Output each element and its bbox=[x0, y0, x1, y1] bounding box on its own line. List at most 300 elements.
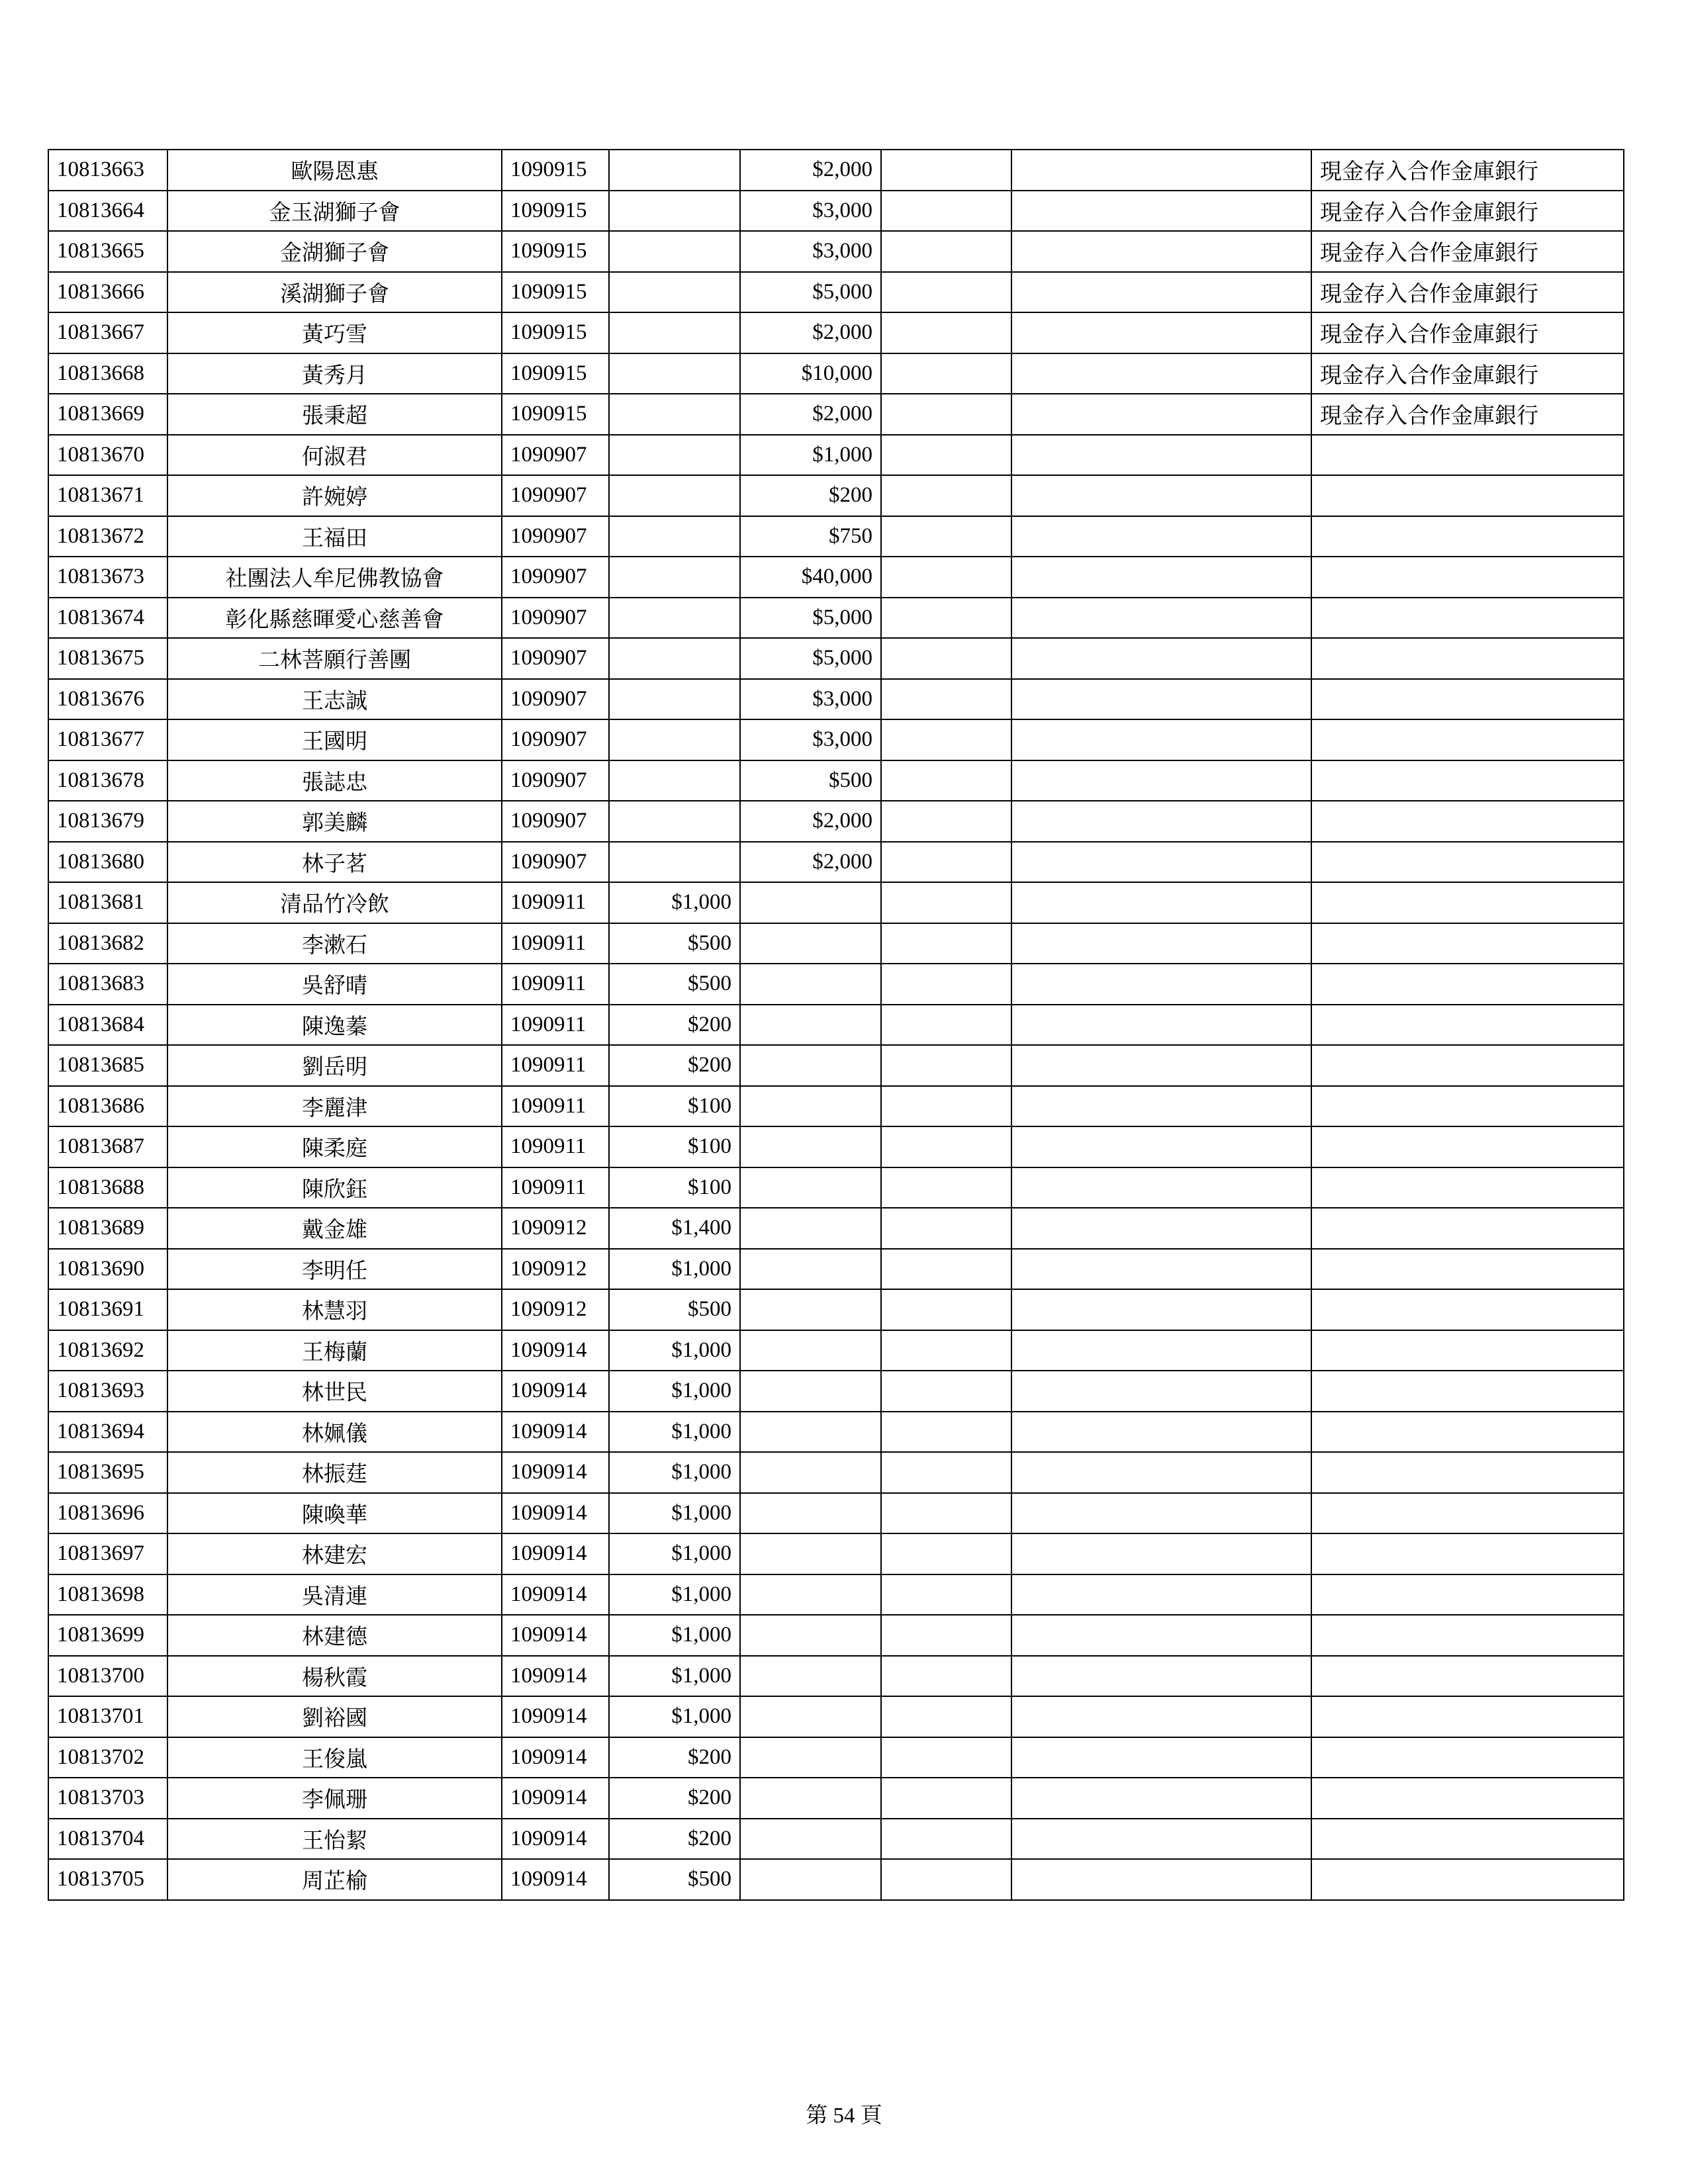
empty-cell bbox=[1011, 150, 1311, 191]
amount-cell: $2,000 bbox=[740, 801, 881, 842]
amount-cell bbox=[740, 1452, 881, 1493]
amount-cell: $1,000 bbox=[609, 1656, 740, 1697]
remark-cell bbox=[1311, 1859, 1624, 1900]
empty-cell bbox=[1011, 1330, 1311, 1371]
table-row bbox=[48, 842, 1624, 883]
table-row bbox=[48, 231, 1624, 272]
donation-date-cell: 1090911 bbox=[502, 964, 609, 1005]
receipt-number-cell: 10813690 bbox=[48, 1249, 167, 1290]
donor-name-cell: 黃秀月 bbox=[167, 353, 502, 394]
table-row bbox=[48, 638, 1624, 679]
donation-date-cell: 1090914 bbox=[502, 1371, 609, 1412]
amount-cell: $1,000 bbox=[609, 1371, 740, 1412]
empty-cell bbox=[1011, 923, 1311, 964]
empty-cell bbox=[1011, 1819, 1311, 1860]
empty-cell bbox=[881, 1086, 1011, 1127]
empty-cell bbox=[881, 191, 1011, 232]
empty-cell bbox=[881, 1778, 1011, 1819]
empty-cell bbox=[881, 1005, 1011, 1046]
table-row bbox=[48, 1412, 1624, 1453]
empty-cell bbox=[1011, 842, 1311, 883]
donation-date-cell: 1090907 bbox=[502, 516, 609, 557]
remark-cell bbox=[1311, 964, 1624, 1005]
table-row bbox=[48, 1778, 1624, 1819]
empty-cell bbox=[881, 719, 1011, 760]
amount-cell: $1,000 bbox=[609, 1249, 740, 1290]
empty-cell bbox=[1011, 1533, 1311, 1574]
table-row bbox=[48, 1615, 1624, 1656]
amount-cell bbox=[609, 394, 740, 435]
table-row bbox=[48, 1696, 1624, 1737]
donor-name-cell: 林世民 bbox=[167, 1371, 502, 1412]
donor-name-cell: 陳欣鈺 bbox=[167, 1167, 502, 1208]
empty-cell bbox=[881, 435, 1011, 476]
receipt-number-cell: 10813663 bbox=[48, 150, 167, 191]
remark-cell bbox=[1311, 557, 1624, 598]
donor-name-cell: 何淑君 bbox=[167, 435, 502, 476]
remark-cell bbox=[1311, 719, 1624, 760]
receipt-number-cell: 10813688 bbox=[48, 1167, 167, 1208]
empty-cell bbox=[1011, 638, 1311, 679]
amount-cell: $500 bbox=[609, 1289, 740, 1330]
donor-name-cell: 社團法人牟尼佛教協會 bbox=[167, 557, 502, 598]
amount-cell bbox=[740, 1696, 881, 1737]
amount-cell bbox=[609, 312, 740, 353]
empty-cell bbox=[1011, 475, 1311, 516]
donor-name-cell: 二林菩願行善團 bbox=[167, 638, 502, 679]
donation-date-cell: 1090915 bbox=[502, 353, 609, 394]
amount-cell: $100 bbox=[609, 1167, 740, 1208]
donation-date-cell: 1090912 bbox=[502, 1289, 609, 1330]
receipt-number-cell: 10813702 bbox=[48, 1737, 167, 1778]
remark-cell bbox=[1311, 1330, 1624, 1371]
page-number: 第 54 頁 bbox=[806, 2104, 882, 2128]
donor-name-cell: 金玉湖獅子會 bbox=[167, 191, 502, 232]
remark-cell bbox=[1311, 1533, 1624, 1574]
empty-cell bbox=[881, 638, 1011, 679]
donation-date-cell: 1090914 bbox=[502, 1737, 609, 1778]
empty-cell bbox=[1011, 516, 1311, 557]
receipt-number-cell: 10813694 bbox=[48, 1412, 167, 1453]
table-row bbox=[48, 191, 1624, 232]
amount-cell: $3,000 bbox=[740, 191, 881, 232]
amount-cell: $1,000 bbox=[609, 1696, 740, 1737]
amount-cell bbox=[740, 1574, 881, 1615]
remark-cell bbox=[1311, 1615, 1624, 1656]
amount-cell: $200 bbox=[609, 1737, 740, 1778]
remark-cell: 現金存入合作金庫銀行 bbox=[1311, 353, 1624, 394]
receipt-number-cell: 10813697 bbox=[48, 1533, 167, 1574]
donor-name-cell: 周芷榆 bbox=[167, 1859, 502, 1900]
empty-cell bbox=[1011, 272, 1311, 313]
empty-cell bbox=[1011, 801, 1311, 842]
table-row bbox=[48, 1289, 1624, 1330]
receipt-number-cell: 10813684 bbox=[48, 1005, 167, 1046]
amount-cell bbox=[609, 150, 740, 191]
amount-cell bbox=[609, 191, 740, 232]
amount-cell bbox=[609, 760, 740, 801]
amount-cell bbox=[609, 231, 740, 272]
empty-cell bbox=[881, 353, 1011, 394]
donation-date-cell: 1090914 bbox=[502, 1615, 609, 1656]
amount-cell bbox=[609, 272, 740, 313]
table-row bbox=[48, 1005, 1624, 1046]
ledger-body bbox=[48, 150, 1624, 1900]
remark-cell: 現金存入合作金庫銀行 bbox=[1311, 394, 1624, 435]
donor-name-cell: 王梅蘭 bbox=[167, 1330, 502, 1371]
empty-cell bbox=[881, 1208, 1011, 1249]
donor-name-cell: 林慧羽 bbox=[167, 1289, 502, 1330]
remark-cell bbox=[1311, 1167, 1624, 1208]
amount-cell: $200 bbox=[740, 475, 881, 516]
amount-cell: $1,000 bbox=[609, 1412, 740, 1453]
table-row bbox=[48, 679, 1624, 720]
amount-cell: $3,000 bbox=[740, 719, 881, 760]
empty-cell bbox=[1011, 1574, 1311, 1615]
empty-cell bbox=[881, 1574, 1011, 1615]
donation-date-cell: 1090907 bbox=[502, 435, 609, 476]
amount-cell bbox=[740, 1493, 881, 1534]
donation-date-cell: 1090907 bbox=[502, 719, 609, 760]
empty-cell bbox=[1011, 1493, 1311, 1534]
table-row bbox=[48, 557, 1624, 598]
amount-cell: $1,000 bbox=[609, 1615, 740, 1656]
receipt-number-cell: 10813682 bbox=[48, 923, 167, 964]
donor-name-cell: 王國明 bbox=[167, 719, 502, 760]
donor-name-cell: 王怡絜 bbox=[167, 1819, 502, 1860]
remark-cell bbox=[1311, 435, 1624, 476]
donor-name-cell: 清品竹冷飲 bbox=[167, 882, 502, 923]
amount-cell bbox=[740, 1859, 881, 1900]
table-row bbox=[48, 882, 1624, 923]
table-row bbox=[48, 1656, 1624, 1697]
receipt-number-cell: 10813669 bbox=[48, 394, 167, 435]
empty-cell bbox=[1011, 435, 1311, 476]
amount-cell: $3,000 bbox=[740, 231, 881, 272]
empty-cell bbox=[881, 1289, 1011, 1330]
empty-cell bbox=[1011, 598, 1311, 639]
donor-name-cell: 楊秋霞 bbox=[167, 1656, 502, 1697]
empty-cell bbox=[881, 1452, 1011, 1493]
table-row bbox=[48, 1819, 1624, 1860]
receipt-number-cell: 10813685 bbox=[48, 1045, 167, 1086]
amount-cell bbox=[740, 1778, 881, 1819]
donation-date-cell: 1090914 bbox=[502, 1533, 609, 1574]
amount-cell: $1,400 bbox=[609, 1208, 740, 1249]
donation-date-cell: 1090914 bbox=[502, 1696, 609, 1737]
table-row bbox=[48, 719, 1624, 760]
receipt-number-cell: 10813686 bbox=[48, 1086, 167, 1127]
donor-name-cell: 許婉婷 bbox=[167, 475, 502, 516]
empty-cell bbox=[1011, 312, 1311, 353]
empty-cell bbox=[881, 1696, 1011, 1737]
amount-cell: $1,000 bbox=[609, 1533, 740, 1574]
remark-cell bbox=[1311, 1412, 1624, 1453]
table-row bbox=[48, 1045, 1624, 1086]
remark-cell: 現金存入合作金庫銀行 bbox=[1311, 312, 1624, 353]
amount-cell bbox=[740, 1371, 881, 1412]
empty-cell bbox=[881, 598, 1011, 639]
donor-name-cell: 吳舒晴 bbox=[167, 964, 502, 1005]
donor-name-cell: 李佩珊 bbox=[167, 1778, 502, 1819]
receipt-number-cell: 10813698 bbox=[48, 1574, 167, 1615]
receipt-number-cell: 10813670 bbox=[48, 435, 167, 476]
amount-cell: $5,000 bbox=[740, 598, 881, 639]
donor-name-cell: 陳逸蓁 bbox=[167, 1005, 502, 1046]
receipt-number-cell: 10813672 bbox=[48, 516, 167, 557]
empty-cell bbox=[1011, 1005, 1311, 1046]
donation-date-cell: 1090907 bbox=[502, 760, 609, 801]
amount-cell bbox=[740, 1167, 881, 1208]
amount-cell: $100 bbox=[609, 1086, 740, 1127]
donation-date-cell: 1090911 bbox=[502, 1005, 609, 1046]
remark-cell: 現金存入合作金庫銀行 bbox=[1311, 231, 1624, 272]
empty-cell bbox=[1011, 1045, 1311, 1086]
empty-cell bbox=[881, 516, 1011, 557]
table-row bbox=[48, 1452, 1624, 1493]
remark-cell bbox=[1311, 1819, 1624, 1860]
donor-name-cell: 劉裕國 bbox=[167, 1696, 502, 1737]
amount-cell bbox=[740, 882, 881, 923]
table-row bbox=[48, 435, 1624, 476]
receipt-number-cell: 10813666 bbox=[48, 272, 167, 313]
empty-cell bbox=[1011, 557, 1311, 598]
empty-cell bbox=[1011, 882, 1311, 923]
donation-date-cell: 1090914 bbox=[502, 1330, 609, 1371]
receipt-number-cell: 10813693 bbox=[48, 1371, 167, 1412]
donor-name-cell: 李明任 bbox=[167, 1249, 502, 1290]
empty-cell bbox=[881, 312, 1011, 353]
table-row bbox=[48, 1330, 1624, 1371]
empty-cell bbox=[1011, 1778, 1311, 1819]
receipt-number-cell: 10813668 bbox=[48, 353, 167, 394]
empty-cell bbox=[1011, 231, 1311, 272]
empty-cell bbox=[881, 1126, 1011, 1167]
donation-date-cell: 1090914 bbox=[502, 1493, 609, 1534]
receipt-number-cell: 10813667 bbox=[48, 312, 167, 353]
amount-cell bbox=[609, 842, 740, 883]
receipt-number-cell: 10813700 bbox=[48, 1656, 167, 1697]
amount-cell: $5,000 bbox=[740, 272, 881, 313]
donation-date-cell: 1090915 bbox=[502, 231, 609, 272]
donor-name-cell: 林子茗 bbox=[167, 842, 502, 883]
amount-cell: $10,000 bbox=[740, 353, 881, 394]
donor-name-cell: 王俊嵐 bbox=[167, 1737, 502, 1778]
remark-cell bbox=[1311, 923, 1624, 964]
amount-cell bbox=[609, 557, 740, 598]
amount-cell: $1,000 bbox=[609, 1493, 740, 1534]
amount-cell bbox=[740, 1045, 881, 1086]
remark-cell bbox=[1311, 1452, 1624, 1493]
donation-date-cell: 1090907 bbox=[502, 638, 609, 679]
remark-cell bbox=[1311, 1737, 1624, 1778]
remark-cell bbox=[1311, 1656, 1624, 1697]
empty-cell bbox=[1011, 1412, 1311, 1453]
donor-name-cell: 林振莛 bbox=[167, 1452, 502, 1493]
donation-date-cell: 1090915 bbox=[502, 394, 609, 435]
amount-cell bbox=[740, 1249, 881, 1290]
receipt-number-cell: 10813674 bbox=[48, 598, 167, 639]
receipt-number-cell: 10813678 bbox=[48, 760, 167, 801]
donation-date-cell: 1090915 bbox=[502, 312, 609, 353]
empty-cell bbox=[881, 801, 1011, 842]
receipt-number-cell: 10813695 bbox=[48, 1452, 167, 1493]
table-row bbox=[48, 394, 1624, 435]
donation-date-cell: 1090907 bbox=[502, 598, 609, 639]
donor-name-cell: 林建德 bbox=[167, 1615, 502, 1656]
empty-cell bbox=[881, 1371, 1011, 1412]
donor-name-cell: 歐陽恩惠 bbox=[167, 150, 502, 191]
receipt-number-cell: 10813665 bbox=[48, 231, 167, 272]
remark-cell bbox=[1311, 1045, 1624, 1086]
donation-date-cell: 1090914 bbox=[502, 1656, 609, 1697]
amount-cell: $1,000 bbox=[740, 435, 881, 476]
table-row bbox=[48, 1371, 1624, 1412]
empty-cell bbox=[881, 1615, 1011, 1656]
remark-cell bbox=[1311, 679, 1624, 720]
amount-cell bbox=[740, 1533, 881, 1574]
receipt-number-cell: 10813704 bbox=[48, 1819, 167, 1860]
remark-cell bbox=[1311, 475, 1624, 516]
donation-date-cell: 1090907 bbox=[502, 475, 609, 516]
donor-name-cell: 金湖獅子會 bbox=[167, 231, 502, 272]
amount-cell bbox=[609, 801, 740, 842]
amount-cell bbox=[740, 1819, 881, 1860]
empty-cell bbox=[881, 1412, 1011, 1453]
table-row bbox=[48, 801, 1624, 842]
empty-cell bbox=[881, 1819, 1011, 1860]
table-row bbox=[48, 1737, 1624, 1778]
receipt-number-cell: 10813703 bbox=[48, 1778, 167, 1819]
amount-cell: $2,000 bbox=[740, 394, 881, 435]
amount-cell: $200 bbox=[609, 1005, 740, 1046]
empty-cell bbox=[881, 882, 1011, 923]
remark-cell bbox=[1311, 1126, 1624, 1167]
receipt-number-cell: 10813673 bbox=[48, 557, 167, 598]
empty-cell bbox=[881, 475, 1011, 516]
donor-name-cell: 林建宏 bbox=[167, 1533, 502, 1574]
empty-cell bbox=[1011, 679, 1311, 720]
remark-cell bbox=[1311, 1249, 1624, 1290]
donation-date-cell: 1090907 bbox=[502, 842, 609, 883]
amount-cell bbox=[740, 1656, 881, 1697]
amount-cell bbox=[740, 1289, 881, 1330]
remark-cell bbox=[1311, 1208, 1624, 1249]
donation-date-cell: 1090911 bbox=[502, 882, 609, 923]
amount-cell bbox=[609, 435, 740, 476]
empty-cell bbox=[1011, 394, 1311, 435]
donation-date-cell: 1090907 bbox=[502, 801, 609, 842]
empty-cell bbox=[881, 1493, 1011, 1534]
donation-date-cell: 1090914 bbox=[502, 1574, 609, 1615]
receipt-number-cell: 10813691 bbox=[48, 1289, 167, 1330]
donation-date-cell: 1090912 bbox=[502, 1208, 609, 1249]
amount-cell: $5,000 bbox=[740, 638, 881, 679]
donor-name-cell: 陳喚華 bbox=[167, 1493, 502, 1534]
remark-cell: 現金存入合作金庫銀行 bbox=[1311, 191, 1624, 232]
amount-cell bbox=[740, 964, 881, 1005]
empty-cell bbox=[1011, 1167, 1311, 1208]
empty-cell bbox=[1011, 964, 1311, 1005]
amount-cell bbox=[609, 638, 740, 679]
remark-cell bbox=[1311, 1086, 1624, 1127]
receipt-number-cell: 10813699 bbox=[48, 1615, 167, 1656]
empty-cell bbox=[1011, 1249, 1311, 1290]
amount-cell bbox=[740, 1126, 881, 1167]
receipt-number-cell: 10813701 bbox=[48, 1696, 167, 1737]
amount-cell: $750 bbox=[740, 516, 881, 557]
remark-cell bbox=[1311, 1371, 1624, 1412]
table-row bbox=[48, 1493, 1624, 1534]
amount-cell: $1,000 bbox=[609, 882, 740, 923]
table-row bbox=[48, 272, 1624, 313]
donor-name-cell: 溪湖獅子會 bbox=[167, 272, 502, 313]
donor-name-cell: 李麗津 bbox=[167, 1086, 502, 1127]
receipt-number-cell: 10813676 bbox=[48, 679, 167, 720]
donor-name-cell: 張秉超 bbox=[167, 394, 502, 435]
donation-date-cell: 1090911 bbox=[502, 1167, 609, 1208]
empty-cell bbox=[881, 1330, 1011, 1371]
amount-cell bbox=[740, 923, 881, 964]
empty-cell bbox=[881, 842, 1011, 883]
amount-cell bbox=[740, 1412, 881, 1453]
donor-name-cell: 王福田 bbox=[167, 516, 502, 557]
donor-name-cell: 王志誠 bbox=[167, 679, 502, 720]
donor-name-cell: 彰化縣慈暉愛心慈善會 bbox=[167, 598, 502, 639]
amount-cell: $3,000 bbox=[740, 679, 881, 720]
donor-name-cell: 張誌忠 bbox=[167, 760, 502, 801]
donation-date-cell: 1090911 bbox=[502, 923, 609, 964]
empty-cell bbox=[1011, 719, 1311, 760]
amount-cell bbox=[609, 679, 740, 720]
amount-cell: $2,000 bbox=[740, 842, 881, 883]
donation-date-cell: 1090914 bbox=[502, 1778, 609, 1819]
receipt-number-cell: 10813671 bbox=[48, 475, 167, 516]
table-row bbox=[48, 1249, 1624, 1290]
amount-cell bbox=[740, 1086, 881, 1127]
table-row bbox=[48, 475, 1624, 516]
donation-date-cell: 1090915 bbox=[502, 191, 609, 232]
remark-cell bbox=[1311, 598, 1624, 639]
donor-name-cell: 郭美麟 bbox=[167, 801, 502, 842]
table-row bbox=[48, 1859, 1624, 1900]
donor-name-cell: 林姵儀 bbox=[167, 1412, 502, 1453]
remark-cell bbox=[1311, 1696, 1624, 1737]
amount-cell: $40,000 bbox=[740, 557, 881, 598]
amount-cell: $100 bbox=[609, 1126, 740, 1167]
empty-cell bbox=[1011, 191, 1311, 232]
receipt-number-cell: 10813677 bbox=[48, 719, 167, 760]
empty-cell bbox=[881, 1737, 1011, 1778]
amount-cell bbox=[609, 719, 740, 760]
remark-cell bbox=[1311, 1778, 1624, 1819]
table-row bbox=[48, 923, 1624, 964]
receipt-number-cell: 10813680 bbox=[48, 842, 167, 883]
remark-cell bbox=[1311, 516, 1624, 557]
table-row bbox=[48, 1167, 1624, 1208]
empty-cell bbox=[1011, 760, 1311, 801]
amount-cell bbox=[740, 1005, 881, 1046]
donation-date-cell: 1090911 bbox=[502, 1086, 609, 1127]
remark-cell bbox=[1311, 638, 1624, 679]
donation-date-cell: 1090912 bbox=[502, 1249, 609, 1290]
donation-date-cell: 1090914 bbox=[502, 1819, 609, 1860]
donation-date-cell: 1090914 bbox=[502, 1859, 609, 1900]
amount-cell: $1,000 bbox=[609, 1330, 740, 1371]
receipt-number-cell: 10813689 bbox=[48, 1208, 167, 1249]
amount-cell: $500 bbox=[609, 964, 740, 1005]
table-row bbox=[48, 1126, 1624, 1167]
